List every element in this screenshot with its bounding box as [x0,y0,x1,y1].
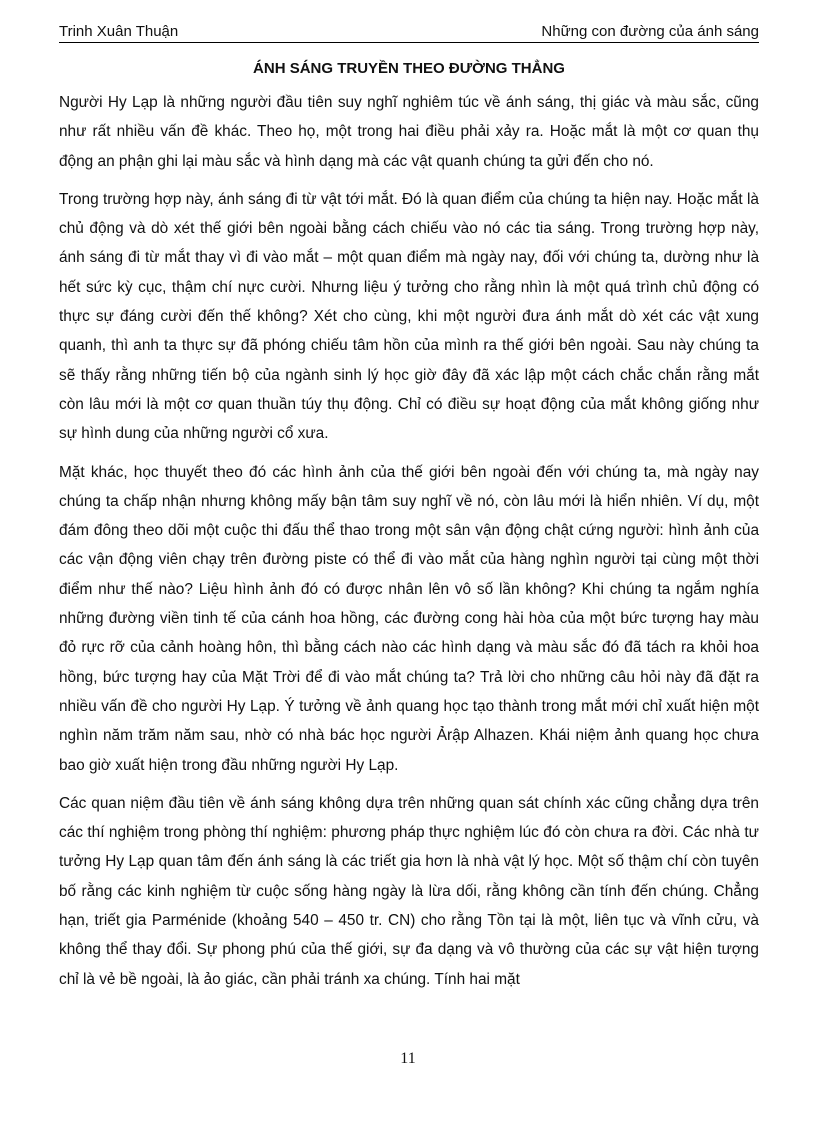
paragraph-3: Mặt khác, học thuyết theo đó các hình ảnh của thế giới bên ngoài đến với chúng ta, mà ngày nay chúng ta chấp nhận nhưng không mấy bận tâm suy nghĩ về nó, còn lâu mới là hiển nhiên. Ví dụ, một đám đông theo dõi một cuộc thi đấu thể thao trong một sân vận động chật cứng người: hình ảnh của các vận động viên chạy trên đường piste có thể đi vào mắt của hàng nghìn người tại cùng một thời điểm như thế nào? Liệu hình ảnh đó có được nhân lên vô số lần không? Khi chúng ta ngắm nghía những đường viền tinh tế của cánh hoa hồng, các đường cong hài hòa của một bức tượng hay màu đỏ rực rỡ của cảnh hoàng hôn, thì bằng cách nào các hình dạng và màu sắc đó đã tách ra khỏi hoa hồng, bức tượng hay của Mặt Trời để đi vào mắt chúng ta? Trả lời cho những câu hỏi này đã đặt ra nhiều vấn đề cho người Hy Lạp. Ý tưởng về ảnh quang học tạo thành trong mắt mới chỉ xuất hiện một nghìn năm trăm năm sau, nhờ có nhà bác học người Ảrập Alhazen. Khái niệm ảnh quang học chưa bao giờ xuất hiện trong đầu những người Hy Lạp. [59,463,759,774]
document-page [59,22,759,1003]
page-number: 11 [400,1050,416,1067]
running-header [59,22,759,43]
header-author: Trinh Xuân Thuận [59,23,179,40]
paragraph-4: Các quan niệm đầu tiên về ánh sáng không dựa trên những quan sát chính xác cũng chẳng dựa trên các thí nghiệm trong phòng thí nghiệm: phương pháp thực nghiệm lúc đó còn chưa ra đời. Các nhà tư tưởng Hy Lạp quan tâm đến ánh sáng là các triết gia hơn là nhà vật lý học. Một số thậm chí còn tuyên bố rằng các kinh nghiệm từ cuộc sống hàng ngày là lừa dối, rằng không cần tính đến chúng. Chẳng hạn, triết gia Parménide (khoảng 540 – 450 tr. CN) cho rằng Tồn tại là một, liên tục và vĩnh cửu, và không thể thay đổi. Sự phong phú của thế giới, sự đa dạng và vô thường của các sự vật hiện tượng chỉ là vẻ bề ngoài, là ảo giác, cần phải tránh xa chúng. Tính hai mặt [59,794,759,988]
section-title: ÁNH SÁNG TRUYỀN THEO ĐƯỜNG THẲNG [253,60,565,77]
paragraph-1: Người Hy Lạp là những người đầu tiên suy nghĩ nghiêm túc về ánh sáng, thị giác và màu sắc, cũng như rất nhiều vấn đề khác. Theo họ, một trong hai điều phải xảy ra. Hoặc mắt là một cơ quan thụ động an phận ghi lại màu sắc và hình dạng mà các vật quanh chúng ta gửi đến cho nó. [59,94,759,170]
header-book-title: Những con đường của ánh sáng [541,23,759,40]
paragraph-2: Trong trường hợp này, ánh sáng đi từ vật tới mắt. Đó là quan điểm của chúng ta hiện nay. Hoặc mắt là chủ động và dò xét thế giới bên ngoài bằng cách chiếu vào nó các tia sáng. Trong trường hợp này, ánh sáng đi từ mắt thay vì đi vào mắt – một quan điểm mà ngày nay, đối với chúng ta, dường như là hết sức kỳ cục, thậm chí nực cười. Nhưng liệu ý tưởng cho rằng nhìn là một quá trình chủ động có thực sự đáng cười đến thế không? Xét cho cùng, khi một người đưa ánh mắt dò xét các vật xung quanh, thì anh ta thực sự đã phóng chiếu tâm hồn của mình ra thế giới bên ngoài. Sau này chúng ta sẽ thấy rằng những tiến bộ của ngành sinh lý học giờ đây đã xác lập một cách chắc chắn rằng mắt còn lâu mới là một cơ quan thuần túy thụ động. Chỉ có điều sự hoạt động của mắt không giống như sự hình dung của những người cổ xưa. [59,190,759,443]
